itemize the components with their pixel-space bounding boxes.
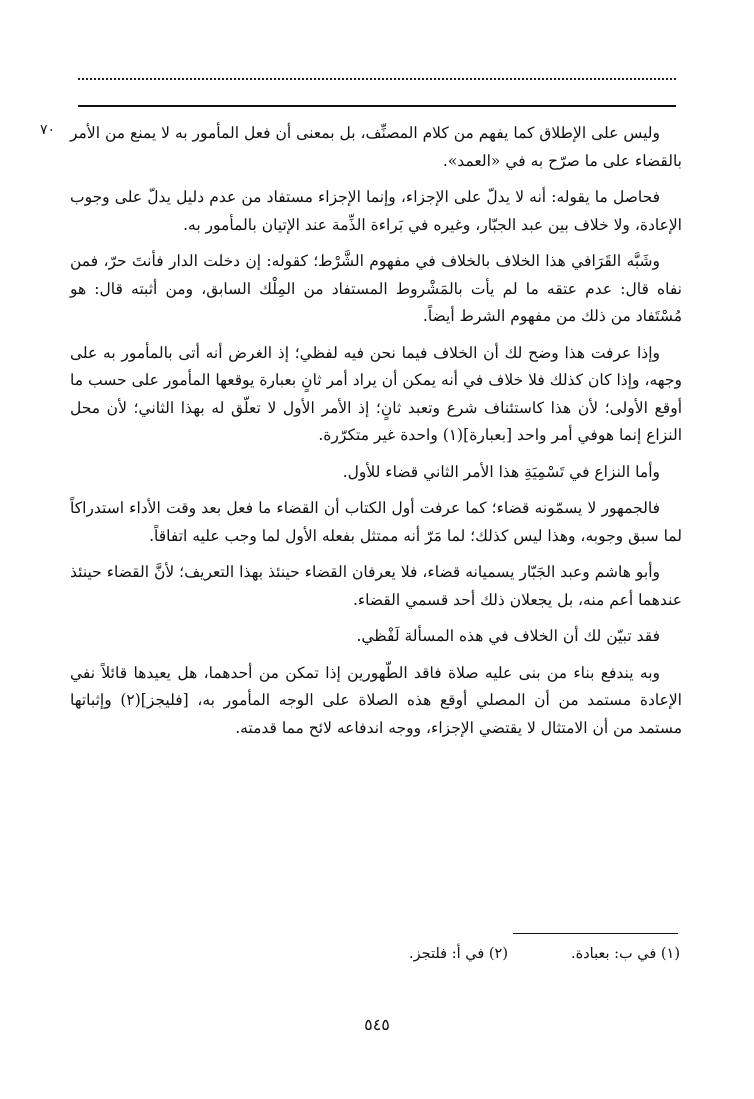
- footnote-rule: [513, 933, 678, 934]
- paragraph: وليس على الإطلاق كما يفهم من كلام المصنِّف، بل بمعنى أن فعل المأمور به لا يمنع من الأمر بالقضاء على ما صرّح به في «العمد».: [70, 124, 682, 170]
- paragraph: وإذا عرفت هذا وضح لك أن الخلاف فيما نحن فيه لفظي؛ إذ الغرض أنه أتى بالمأمور به على وجهه، وإذا كان كذلك فلا خلاف في أنه يمكن أن يراد أمر ثانٍ بعبارة يوقعها المأمور على حسب ما أوقع الأولى؛ لأن هذا كاستئناف شرع وتعبد ثانٍ؛ إذ الأمر الأول لا تعلّق له بهذا الثاني؛ لأن محل النزاع إنما هوفي أمر واحد [بعبارة](١) واحدة غير متكرّرة.: [70, 343, 682, 444]
- footnote-2: (٢) في أ: فلتجز.: [409, 946, 508, 962]
- page-number: ٥٤٥: [364, 1015, 390, 1034]
- paragraph: فحاصل ما يقوله: أنه لا يدلّ على الإجزاء، وإنما الإجزاء مستفاد من عدم دليل يدلّ على وجوب الإعادة، ولا خلاف بين عبد الجبّار، وغيره في بَراءة الذِّمة عند الإتيان بالمأمور به.: [70, 188, 682, 234]
- paragraph: فقد تبيّن لك أن الخلاف في هذه المسألة لَفْظي.: [356, 627, 660, 645]
- paragraph: فالجمهور لا يسمّونه قضاء؛ كما عرفت أول الكتاب أن القضاء ما فعل بعد وقت الأداء استدراكاً لما سبق وجوبه، وهذا ليس كذلك؛ لما مَرّ أنه ممتثل بفعله الأول لما وجب عليه اتفاقاً.: [70, 499, 682, 545]
- header-dotted-line: [78, 78, 676, 80]
- paragraph: وشَبَّه القَرَافي هذا الخلاف بالخلاف في مفهوم الشَّرْط؛ كقوله: إن دخلت الدار فأنتَ حرّ، فمن نفاه قال: عدم عتقه ما لم يأت بالمَشْروط المستفاد من المِلْك السابق، ومن أثبته قال: هو مُسْتَفاد من ذلك من مفهوم الشرط أيضاً.: [70, 252, 682, 325]
- footnotes: [250, 946, 680, 974]
- footnote-1: (١) في ب: بعبادة.: [571, 946, 680, 962]
- header-rule: [78, 105, 676, 107]
- body-text: [70, 120, 682, 751]
- paragraph: وبه يندفع بناء من بنى عليه صلاة فاقد الطّهورين إذا تمكن من أحدهما، هل يعيدها قائلاً نفي الإعادة مستمد من أن المصلي أوقع هذه الصلاة على الوجه المأمور به، [فليجز](٢) وإثباتها مستمد من أن الامتثال لا يقتضي الإجزاء، ووجه اندفاعه لائح مما قدمته.: [70, 663, 682, 737]
- paragraph: وأما النزاع في تَسْمِيَةِ هذا الأمر الثاني قضاء للأول.: [342, 462, 660, 481]
- paragraph: وأبو هاشم وعبد الجَبّار يسميانه قضاء، فلا يعرفان القضاء حينئذ بهذا التعريف؛ لأنَّ القضاء حينئذ عندهما أعم منه، بل يجعلان ذلك أحد قسمي القضاء.: [70, 563, 682, 609]
- margin-marker: ٧٠: [40, 122, 56, 138]
